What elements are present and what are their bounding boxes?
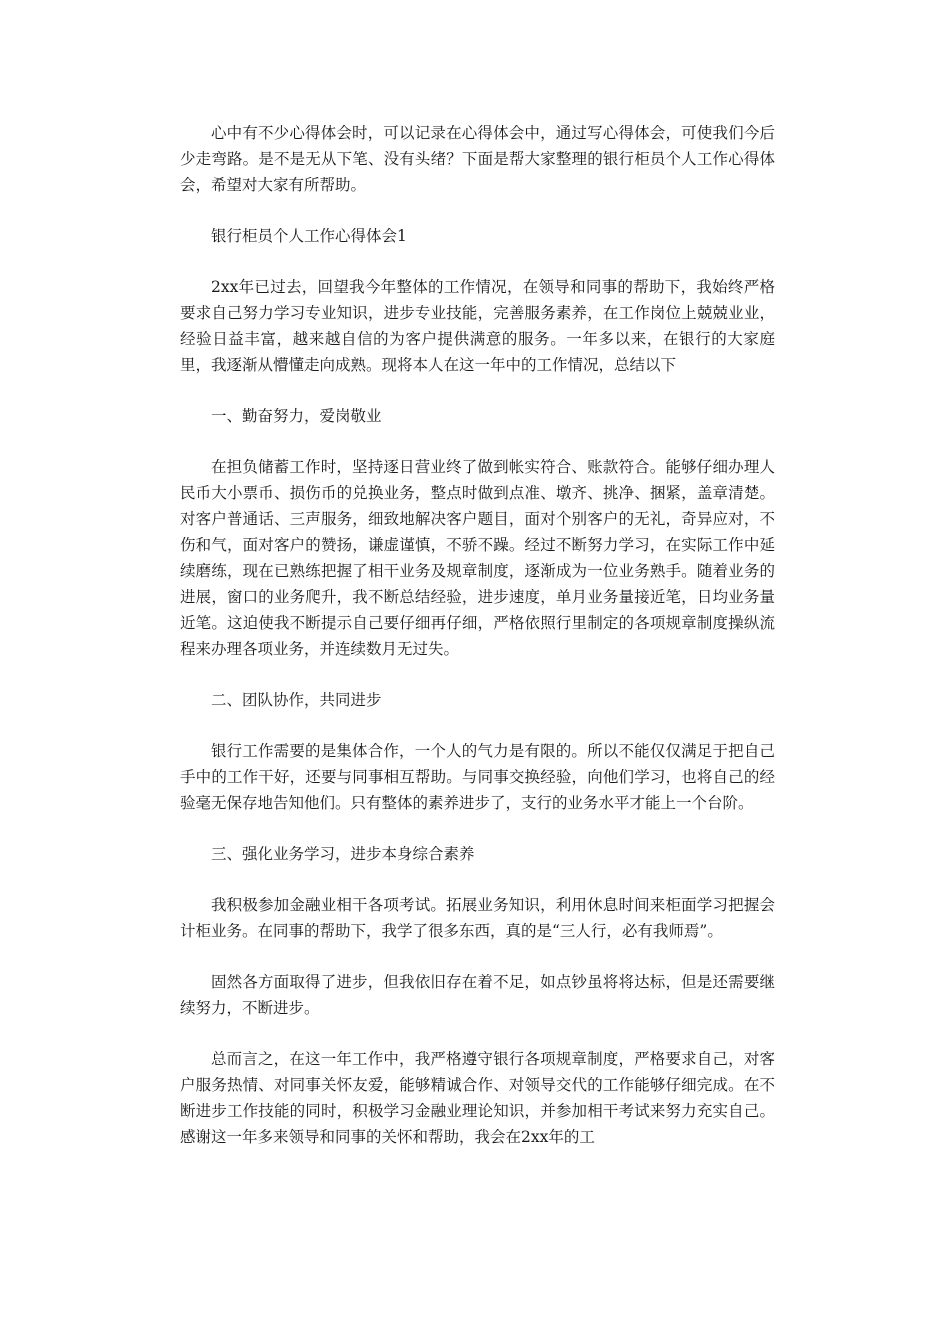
body-paragraph: 在担负储蓄工作时，坚持逐日营业终了做到帐实符合、账款符合。能够仔细办理人民币大小票币、损伤币的兑换业务，整点时做到点准、墩齐、挑净、捆紧，盖章清楚。对客户普通话、三声服务，细致地解决客户题目，面对个别客户的无礼，奇异应对，不伤和气，面对客户的赞扬，谦虚谨慎，不骄不躁。经过不断努力学习，在实际工作中延续磨练，现在已熟练把握了相干业务及规章制度，逐渐成为一位业务熟手。随着业务的进展，窗口的业务爬升，我不断总结经验，进步速度，单月业务量接近笔，日均业务量近笔。这迫使我不断提示自己要仔细再仔细，严格依照行里制定的各项规章制度操纵流程来办理各项业务，并连续数月无过失。 xyxy=(180,458,775,658)
body-paragraph: 总而言之，在这一年工作中，我严格遵守银行各项规章制度，严格要求自己，对客户服务热情、对同事关怀友爱，能够精诚合作、对领导交代的工作能够仔细完成。在不断进步工作技能的同时，积极学习金融业理论知识，并参加相干考试来努力充实自己。感谢这一年多来领导和同事的关怀和帮助，我会在2xx年的工 xyxy=(180,1050,775,1146)
body-paragraph: 固然各方面取得了进步，但我依旧存在着不足，如点钞虽将将达标，但是还需要继续努力，不断进步。 xyxy=(180,973,775,1017)
subheading-1: 一、勤奋努力，爱岗敬业 xyxy=(211,407,382,425)
intro-paragraph: 心中有不少心得体会时，可以记录在心得体会中，通过写心得体会，可使我们今后少走弯路。是不是无从下笔、没有头绪？下面是帮大家整理的银行柜员个人工作心得体会，希望对大家有所帮助。 xyxy=(180,124,775,194)
body-paragraph: 银行工作需要的是集体合作，一个人的气力是有限的。所以不能仅仅满足于把自己手中的工作干好，还要与同事相互帮助。与同事交换经验，向他们学习，也将自己的经验毫无保存地告知他们。只有整体的素养进步了，支行的业务水平才能上一个台阶。 xyxy=(180,742,775,812)
body-paragraph: 我积极参加金融业相干各项考试。拓展业务知识，利用休息时间来柜面学习把握会计柜业务。在同事的帮助下，我学了很多东西，真的是“三人行，必有我师焉”。 xyxy=(180,896,775,940)
document-body xyxy=(180,120,775,1175)
subheading-2: 二、团队协作，共同进步 xyxy=(211,691,382,709)
subheading-3: 三、强化业务学习，进步本身综合素养 xyxy=(211,845,475,863)
section-title: 银行柜员个人工作心得体会1 xyxy=(211,227,407,245)
body-paragraph: 2xx年已过去，回望我今年整体的工作情况，在领导和同事的帮助下，我始终严格要求自己努力学习专业知识，进步专业技能，完善服务素养，在工作岗位上兢兢业业，经验日益丰富，越来越自信的为客户提供满意的服务。一年多以来，在银行的大家庭里，我逐渐从懵懂走向成熟。现将本人在这一年中的工作情况，总结以下 xyxy=(180,278,775,374)
